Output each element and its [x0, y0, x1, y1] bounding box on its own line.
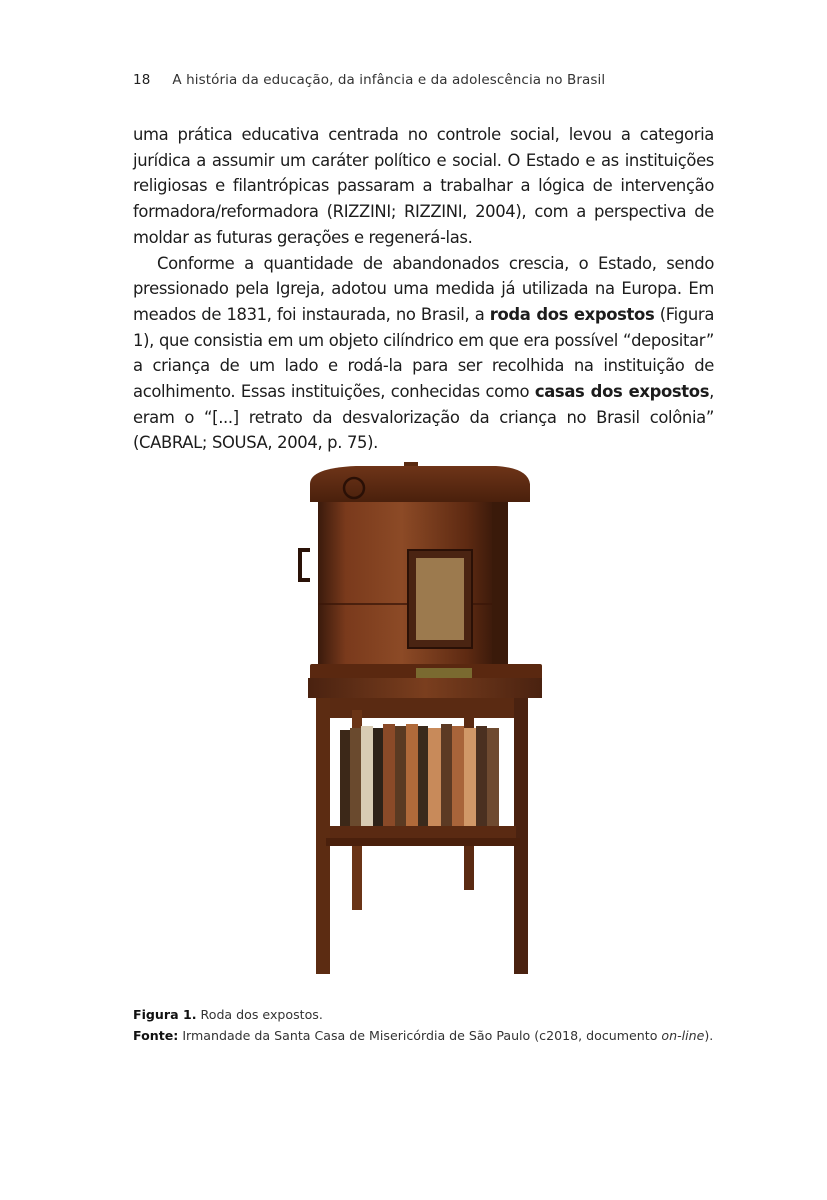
- running-header: [133, 72, 733, 88]
- paragraph-2: [133, 251, 714, 457]
- term-casas-dos-expostos: casas dos expostos: [534, 382, 710, 402]
- source-italic: on-line: [661, 1028, 705, 1043]
- p2-text-a: Conforme a quantidade de abandonados crescia, o Estado, sendo pressionado pela Igreja, adotou uma medida já utilizada na Europa. Em meados de 1831, foi instaurada, no Brasil, a: [133, 253, 714, 324]
- table-top: [308, 678, 542, 698]
- paragraph-1: uma prática educativa centrada no controle social, levou a categoria jurídica a assumir um caráter político e social. O Estado e as instituições religiosas e filantrópicas passaram a trabalhar a lógica de intervenção formadora/reformadora (RIZZINI; RIZZINI, 2004), com a perspectiva de moldar as futuras gerações e regenerá-las.: [133, 125, 714, 247]
- table-leg-right: [514, 698, 528, 974]
- roda-dos-expostos-illustration: [296, 454, 552, 984]
- body-text: [133, 122, 714, 456]
- caption-label: Figura 1.: [133, 1007, 197, 1022]
- caption-line: [133, 1004, 733, 1025]
- source-line: [133, 1025, 733, 1046]
- term-roda-dos-expostos: roda dos expostos: [489, 304, 655, 324]
- figure-roda-dos-expostos: [296, 454, 552, 984]
- source-text: Irmandade da Santa Casa de Misericórdia de São Paulo (c2018, documento: [178, 1028, 662, 1043]
- source-end: ).: [704, 1028, 714, 1043]
- caption-text: Roda dos expostos.: [196, 1007, 323, 1022]
- books-shelf: [340, 724, 499, 826]
- p2-text-c: , eram o “[...] retrato da desvalorização da criança no Brasil colônia” (CABRAL; SOUSA, 2004, p. 75).: [133, 382, 714, 453]
- side-handle: [300, 550, 310, 580]
- table-leg-left: [316, 698, 330, 974]
- lower-shelf: [330, 826, 516, 838]
- cylinder-top: [310, 466, 530, 502]
- p2-text-b: (Figura 1), que consistia em um objeto cilíndrico em que era possível “depositar” a criança de um lado e rodá-la para ser recolhida na instituição de acolhimento. Essas instituições, conhecidas como: [133, 304, 715, 402]
- running-title: A história da educação, da infância e da adolescência no Brasil: [172, 72, 606, 88]
- figure-caption: [133, 1004, 733, 1046]
- door-panel: [416, 558, 464, 640]
- source-label: Fonte:: [133, 1028, 179, 1043]
- page-number: 18: [133, 72, 151, 88]
